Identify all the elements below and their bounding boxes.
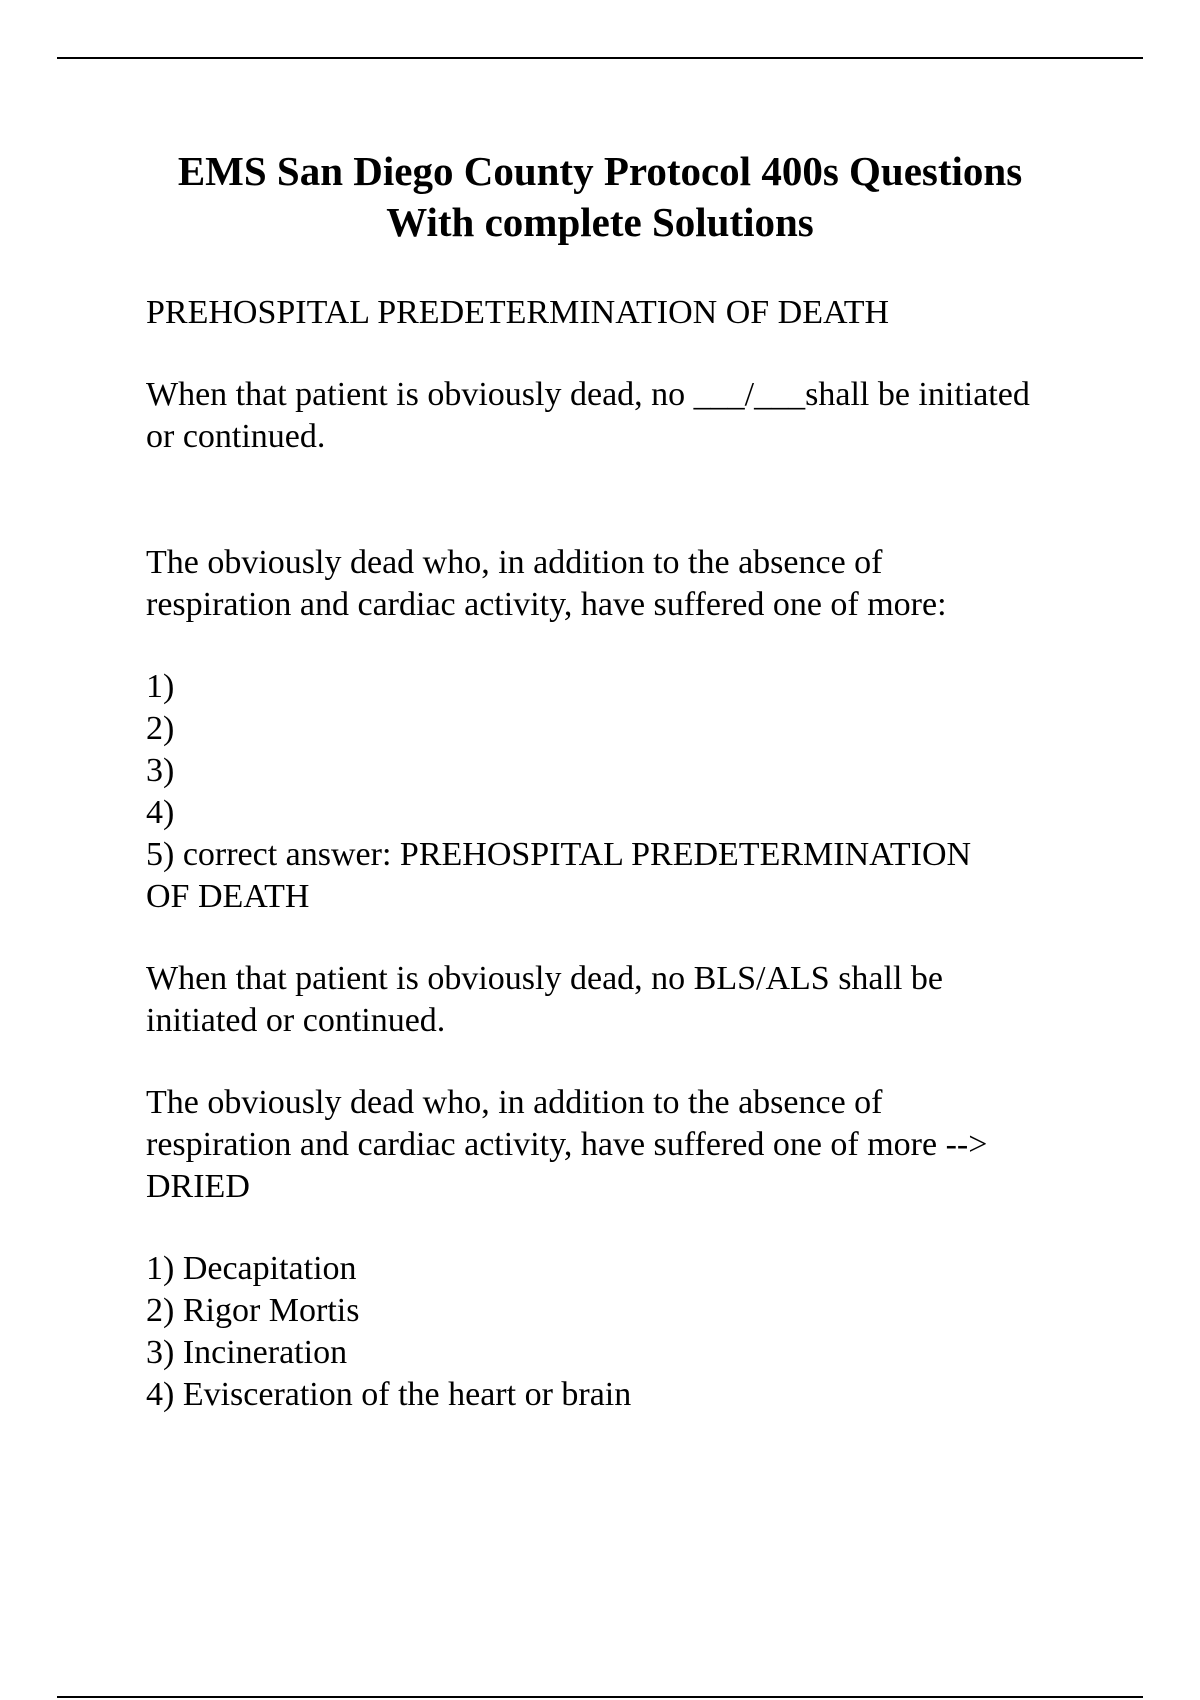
answer-1-line-1: When that patient is obviously dead, no BLS/ALS shall be <box>146 960 944 997</box>
answer-list <box>146 1248 1126 1416</box>
list-item: 4) Evisceration of the heart or brain <box>146 1376 632 1413</box>
top-rule <box>57 57 1143 59</box>
answer-1-line-2: initiated or continued. <box>146 1002 446 1039</box>
list-item: 3) <box>146 752 175 789</box>
blank-list <box>146 666 1126 918</box>
question-2 <box>146 542 1126 626</box>
question-1-line-1: When that patient is obviously dead, no ___/___shall be initiated <box>146 376 1030 413</box>
answer-2-line-3: DRIED <box>146 1168 250 1205</box>
list-item: 4) <box>146 794 175 831</box>
list-item: 1) Decapitation <box>146 1250 357 1287</box>
answer-1 <box>146 958 1126 1042</box>
answer-line-2: OF DEATH <box>146 878 310 915</box>
list-item: 3) Incineration <box>146 1334 348 1371</box>
list-item: 1) <box>146 668 175 705</box>
question-2-line-1: The obviously dead who, in addition to the absence of <box>146 544 883 581</box>
question-1 <box>146 374 1126 458</box>
document-title <box>100 146 1100 248</box>
answer-line-1: 5) correct answer: PREHOSPITAL PREDETERMINATION <box>146 836 972 873</box>
list-item: 2) Rigor Mortis <box>146 1292 360 1329</box>
section-heading: PREHOSPITAL PREDETERMINATION OF DEATH <box>146 294 890 331</box>
question-1-line-2: or continued. <box>146 418 326 455</box>
document-body <box>146 292 1126 1416</box>
title-line-2: With complete Solutions <box>386 199 814 245</box>
title-line-1: EMS San Diego County Protocol 400s Questions <box>177 148 1023 194</box>
question-2-line-2: respiration and cardiac activity, have suffered one of more: <box>146 586 947 623</box>
list-item: 2) <box>146 710 175 747</box>
answer-2-line-1: The obviously dead who, in addition to the absence of <box>146 1084 883 1121</box>
answer-2 <box>146 1082 1126 1208</box>
bottom-rule <box>57 1696 1143 1698</box>
answer-2-line-2: respiration and cardiac activity, have suffered one of more --> <box>146 1126 988 1163</box>
